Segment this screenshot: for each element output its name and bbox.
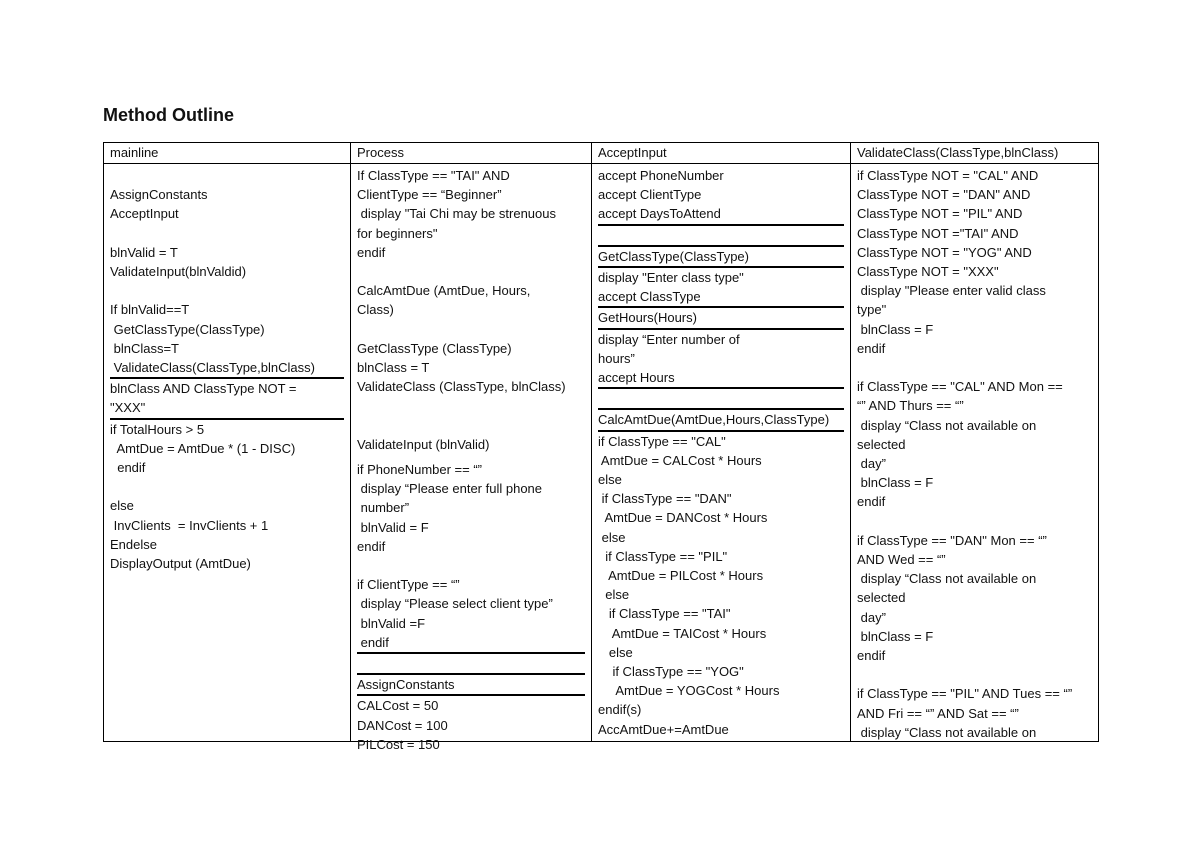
code-line: DANCost = 100 <box>357 717 448 733</box>
code-line: if ClassType == "TAI" <box>598 606 731 622</box>
column-body-process <box>351 164 591 754</box>
code-line: display "Tai Chi may be strenuous <box>357 206 556 222</box>
code-line: CalcAmtDue(AmtDue,Hours,ClassType) <box>598 410 844 431</box>
code-line: display "Please enter valid class <box>857 283 1046 299</box>
code-line: if ClassType == "YOG" <box>598 664 744 680</box>
code-line: if ClientType == “” <box>357 577 460 593</box>
code-line: if ClassType == "PIL" AND Tues == “” <box>857 686 1073 702</box>
code-line: AmtDue = YOGCost * Hours <box>598 683 780 699</box>
code-line: endif(s) <box>598 702 642 718</box>
code-line: ClassType NOT = "XXX" <box>857 264 999 280</box>
column-header-mainline: mainline <box>104 143 350 164</box>
code-line: AmtDue = DANCost * Hours <box>598 510 768 526</box>
code-line: GetClassType(ClassType) <box>598 247 844 268</box>
code-line: endif <box>857 340 886 356</box>
code-line: accept ClientType <box>598 187 702 203</box>
code-line: else <box>598 472 622 488</box>
column-header-process: Process <box>351 143 591 164</box>
code-line: ValidateInput(blnValdid) <box>110 263 247 279</box>
code-line: If ClassType == "TAI" AND <box>357 168 510 183</box>
code-line <box>357 416 585 435</box>
code-line: ClassType NOT = "YOG" AND <box>857 244 1032 260</box>
code-line: blnClass=T <box>110 340 179 356</box>
code-line: if ClassType == "CAL" AND Mon == <box>857 379 1063 395</box>
column-validate-class <box>850 143 1098 741</box>
code-line: Class) <box>357 302 394 318</box>
code-line: ValidateInput (blnValid) <box>357 436 490 452</box>
column-header-validate-class: ValidateClass(ClassType,blnClass) <box>851 143 1098 164</box>
code-line: else <box>598 587 630 603</box>
code-line: blnClass = T <box>357 360 430 375</box>
code-line: AND Wed == “” <box>857 552 946 568</box>
code-line: if ClassType == "CAL" <box>598 433 726 449</box>
code-line: ValidateClass (ClassType, blnClass) <box>357 379 566 395</box>
code-line: AmtDue = TAICost * Hours <box>598 625 767 641</box>
code-line: endif <box>357 633 585 654</box>
code-line: if ClassType == "DAN" <box>598 491 732 507</box>
column-mainline <box>104 143 350 741</box>
code-line: GetHours(Hours) <box>598 308 844 329</box>
code-line: DisplayOutput (AmtDue) <box>110 556 251 571</box>
code-line: selected <box>857 436 906 452</box>
code-line: blnValid = F <box>357 519 429 535</box>
column-header-accept-input: AcceptInput <box>592 143 850 164</box>
code-line: blnClass AND ClassType NOT = <box>110 381 297 397</box>
code-line: If blnValid==T <box>110 302 190 318</box>
code-line: accept ClassType <box>598 287 844 308</box>
code-line: hours” <box>598 350 635 366</box>
code-line: AmtDue = AmtDue * (1 - DISC) <box>110 440 296 456</box>
code-line: type" <box>857 302 887 318</box>
code-line: "XXX" <box>110 398 344 419</box>
code-line <box>857 665 1092 684</box>
code-line: endif <box>857 648 886 664</box>
method-outline-table <box>103 142 1099 752</box>
code-line: display “Please enter full phone <box>357 481 543 497</box>
code-line: number” <box>357 500 410 516</box>
code-line <box>110 166 344 185</box>
code-line: AccAmtDue+=AmtDue <box>598 721 729 737</box>
code-line <box>357 320 585 339</box>
code-line: ClientType == “Beginner” <box>357 187 502 203</box>
code-line: if PhoneNumber == “” <box>357 461 483 477</box>
code-line <box>857 512 1092 531</box>
code-line: endif <box>357 538 386 554</box>
code-line: ClassType NOT ="TAI" AND <box>857 225 1019 241</box>
code-line: endif <box>857 494 886 510</box>
column-process <box>350 143 591 752</box>
column-body-accept-input <box>592 164 850 739</box>
code-line: AmtDue = PILCost * Hours <box>598 568 764 584</box>
code-line: blnClass = F <box>857 628 934 644</box>
code-line: day” <box>857 456 886 472</box>
column-accept-input <box>591 143 850 741</box>
code-line: display “Class not available on <box>857 571 1037 587</box>
column-body-mainline <box>104 164 350 573</box>
code-line: CALCost = 50 <box>357 698 439 714</box>
code-line <box>598 226 844 247</box>
code-line: blnClass = F <box>857 475 934 491</box>
code-line <box>857 358 1092 377</box>
code-line: Endelse <box>110 536 157 552</box>
code-line: endif <box>110 460 146 475</box>
code-line: accept Hours <box>598 368 844 389</box>
code-line: if ClassType NOT = "CAL" AND <box>857 168 1039 183</box>
code-line: InvClients = InvClients + 1 <box>110 517 269 533</box>
code-line: AND Fri == “” AND Sat == “” <box>857 705 1019 721</box>
code-line <box>110 477 344 496</box>
code-line: else <box>110 498 134 514</box>
code-line: “” AND Thurs == “” <box>857 398 964 414</box>
code-line <box>357 556 585 575</box>
page-title: Method Outline <box>103 105 234 125</box>
code-line: ClassType NOT = "DAN" AND <box>857 187 1031 203</box>
code-line: GetClassType (ClassType) <box>357 340 512 356</box>
code-line <box>357 396 585 415</box>
code-line <box>598 389 844 410</box>
code-line <box>110 224 344 243</box>
code-line: selected <box>857 590 906 606</box>
code-line: AmtDue = CALCost * Hours <box>598 452 762 468</box>
code-line: if TotalHours > 5 <box>110 421 205 437</box>
code-line: blnClass = F <box>857 321 934 337</box>
code-line: else <box>598 529 626 545</box>
code-line <box>110 281 344 300</box>
code-line: day” <box>857 609 886 625</box>
code-line: endif <box>357 244 386 260</box>
code-line: display “Enter number of <box>598 331 740 347</box>
code-line: display “Class not available on <box>857 724 1037 740</box>
code-line: GetClassType(ClassType) <box>110 321 265 337</box>
code-line: ClassType NOT = "PIL" AND <box>857 206 1023 222</box>
code-line: if ClassType == "DAN" Mon == “” <box>857 532 1047 548</box>
code-line: CalcAmtDue (AmtDue, Hours, <box>357 283 531 299</box>
code-line <box>357 654 585 675</box>
code-line: else <box>598 644 633 660</box>
code-line <box>357 262 585 281</box>
code-line: display “Class not available on <box>857 417 1037 433</box>
code-line: AssignConstants <box>110 187 208 203</box>
code-line: accept DaysToAttend <box>598 204 844 225</box>
code-line: accept PhoneNumber <box>598 168 724 183</box>
code-line: for beginners" <box>357 225 438 241</box>
code-line: AssignConstants <box>357 675 585 696</box>
code-line: blnValid =F <box>357 615 426 631</box>
code-line: ValidateClass(ClassType,blnClass) <box>110 358 344 379</box>
code-line: display "Enter class type" <box>598 270 744 285</box>
code-line: AcceptInput <box>110 206 179 222</box>
code-line: blnValid = T <box>110 244 178 260</box>
code-line: PILCost = 150 <box>357 736 440 752</box>
code-line: display “Please select client type” <box>357 596 553 612</box>
column-body-validate-class <box>851 164 1098 742</box>
code-line: if ClassType == "PIL" <box>598 548 728 564</box>
